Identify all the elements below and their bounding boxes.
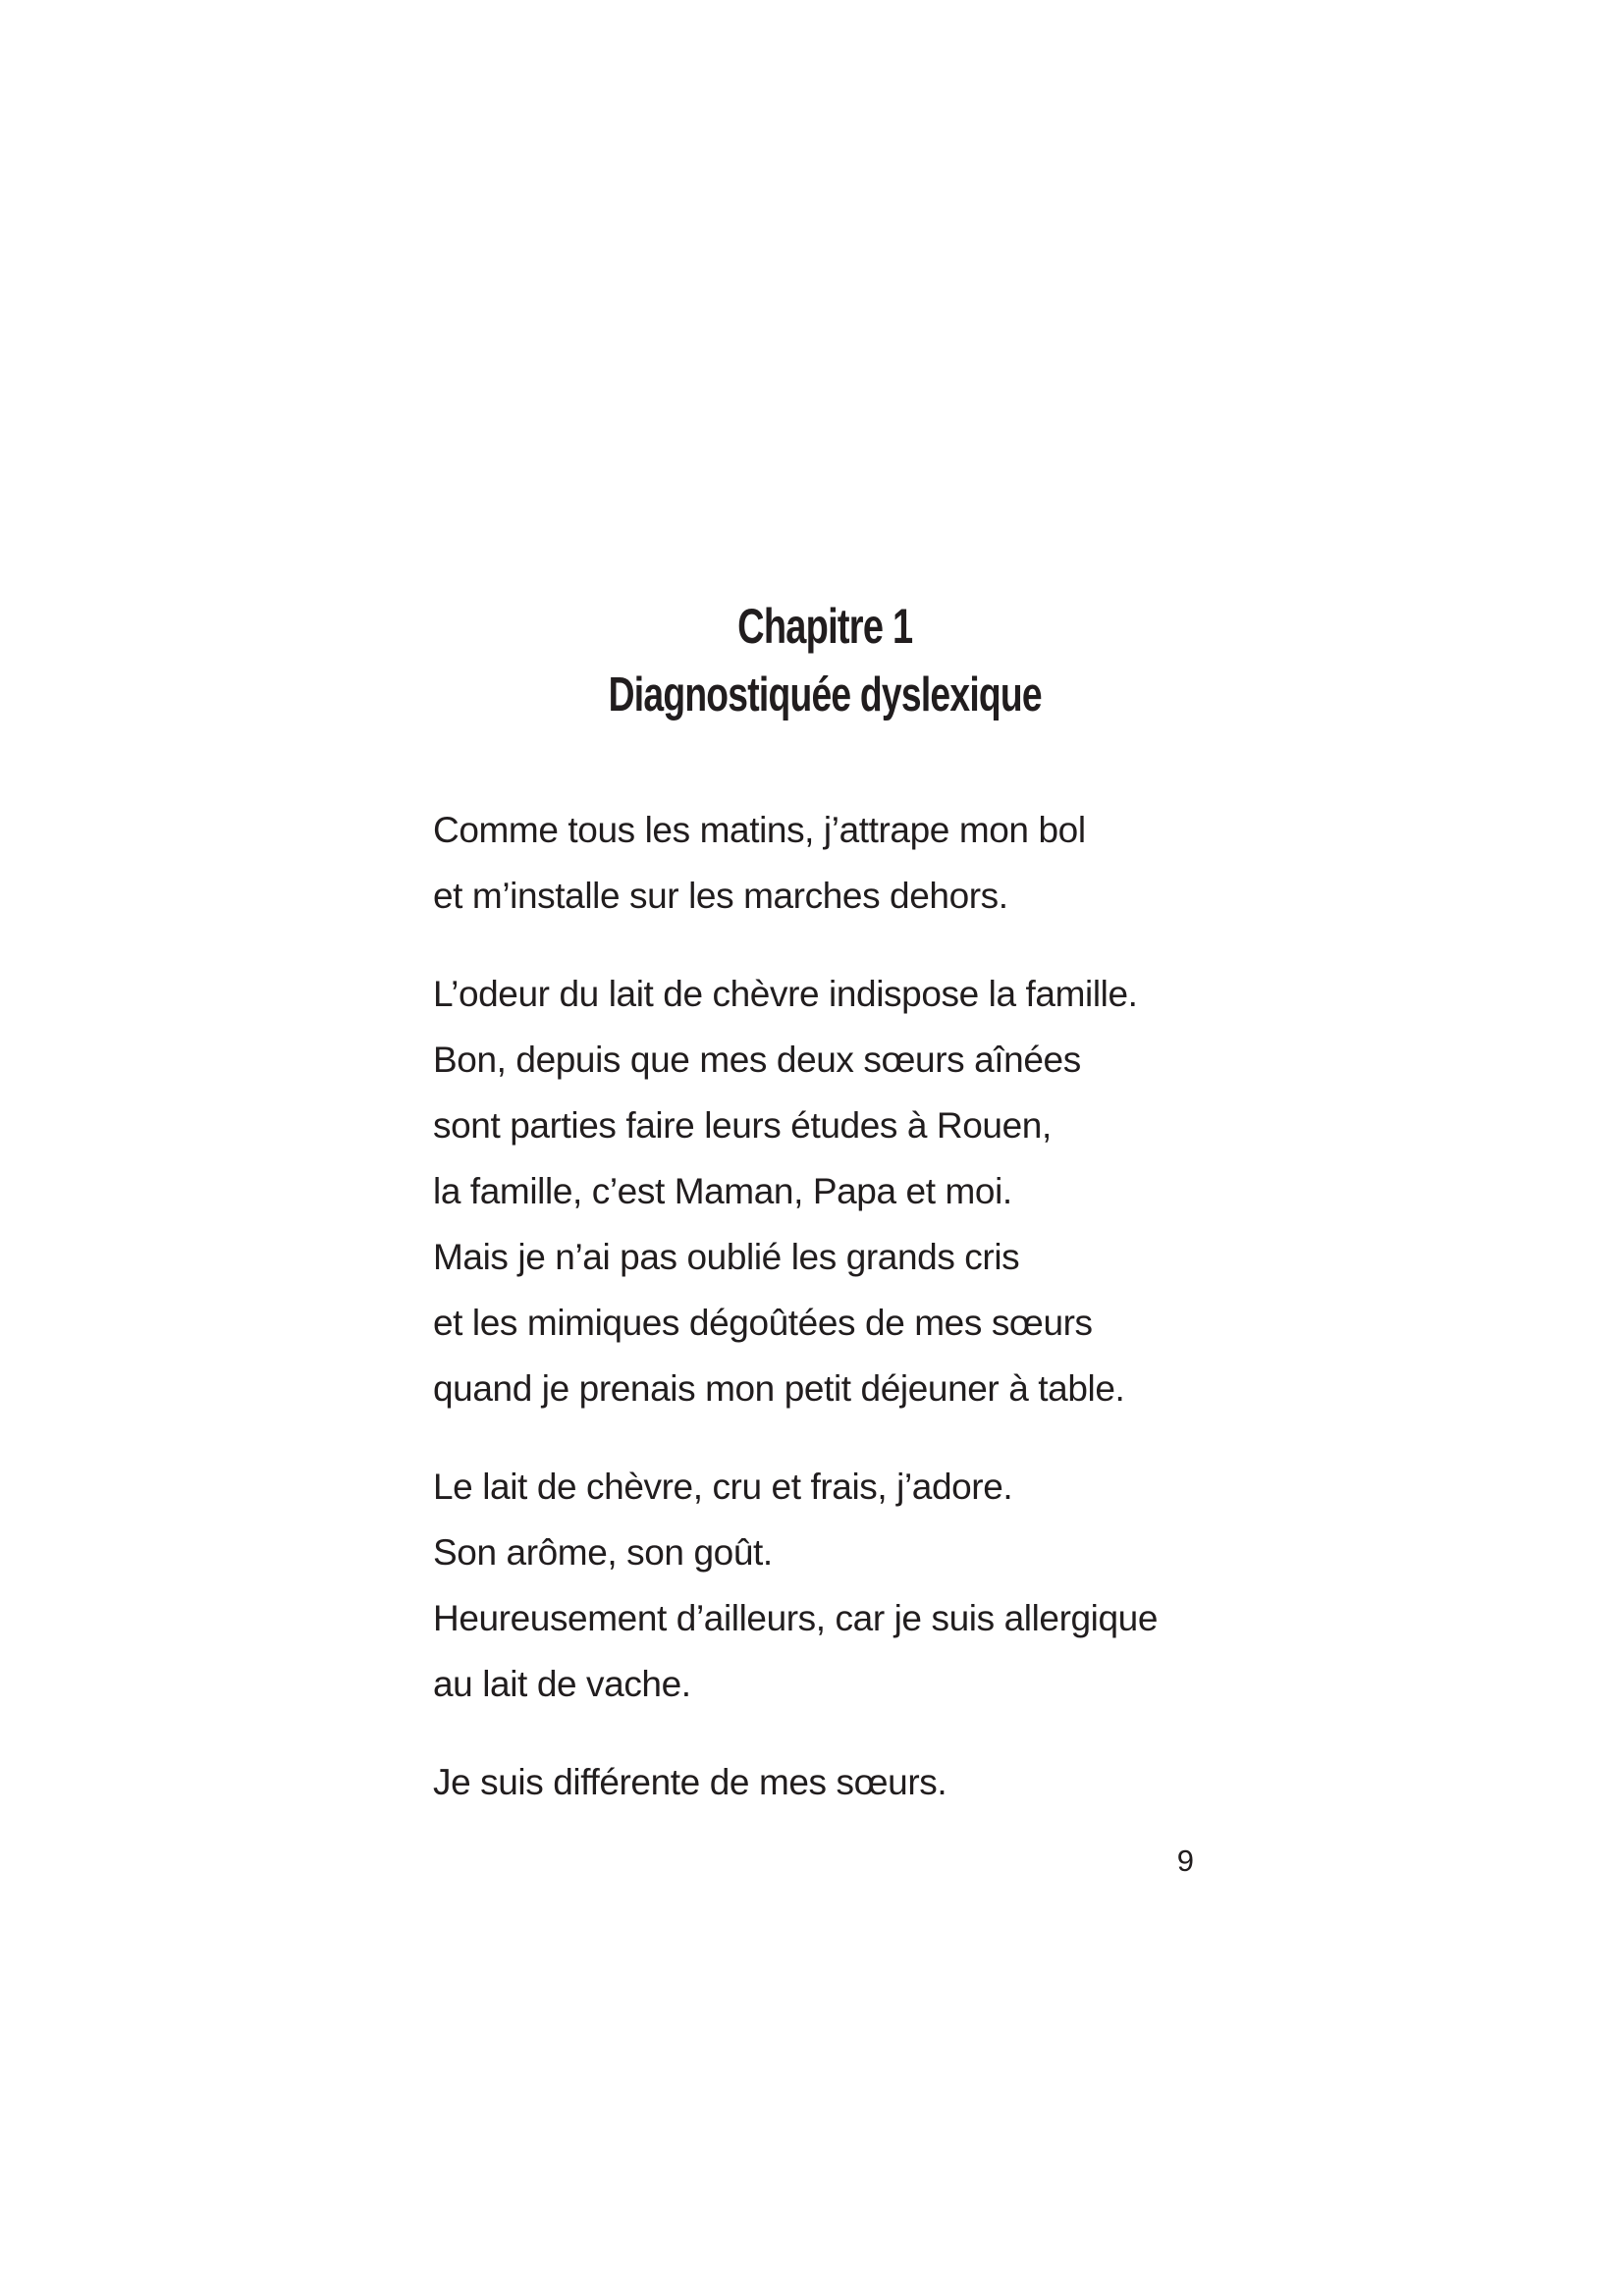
page-number: 9 (1176, 1843, 1194, 1878)
text-line: au lait de vache. (433, 1664, 691, 1704)
text-line: Je suis différente de mes sœurs. (433, 1762, 947, 1802)
text-line: quand je prenais mon petit déjeuner à table. (433, 1368, 1125, 1409)
text-line: Son arôme, son goût. (433, 1532, 773, 1573)
text-line: Mais je n’ai pas oublié les grands cris (433, 1237, 1020, 1277)
text-line: et les mimiques dégoûtées de mes sœurs (433, 1303, 1093, 1343)
text-line: sont parties faire leurs études à Rouen, (433, 1105, 1052, 1146)
chapter-title: Chapitre 1 (736, 599, 913, 654)
text-line: Comme tous les matins, j’attrape mon bol (433, 810, 1086, 850)
text-line: L’odeur du lait de chèvre indispose la famille. (433, 974, 1138, 1014)
paragraph (433, 1454, 1248, 1717)
chapter-heading (432, 592, 1217, 729)
paragraph (433, 961, 1248, 1421)
chapter-subtitle-line (432, 661, 1217, 729)
body-text (433, 797, 1248, 1847)
paragraph (433, 1749, 1248, 1815)
text-line: Le lait de chèvre, cru et frais, j’adore. (433, 1467, 1013, 1507)
chapter-subtitle: Diagnostiquée dyslexique (608, 668, 1042, 721)
text-line: Heureusement d’ailleurs, car je suis allergique (433, 1598, 1159, 1638)
chapter-title-line (432, 592, 1217, 661)
paragraph (433, 797, 1248, 929)
text-line: la famille, c’est Maman, Papa et moi. (433, 1171, 1012, 1211)
text-line: et m’installe sur les marches dehors. (433, 876, 1008, 916)
text-line: Bon, depuis que mes deux sœurs aînées (433, 1040, 1081, 1080)
